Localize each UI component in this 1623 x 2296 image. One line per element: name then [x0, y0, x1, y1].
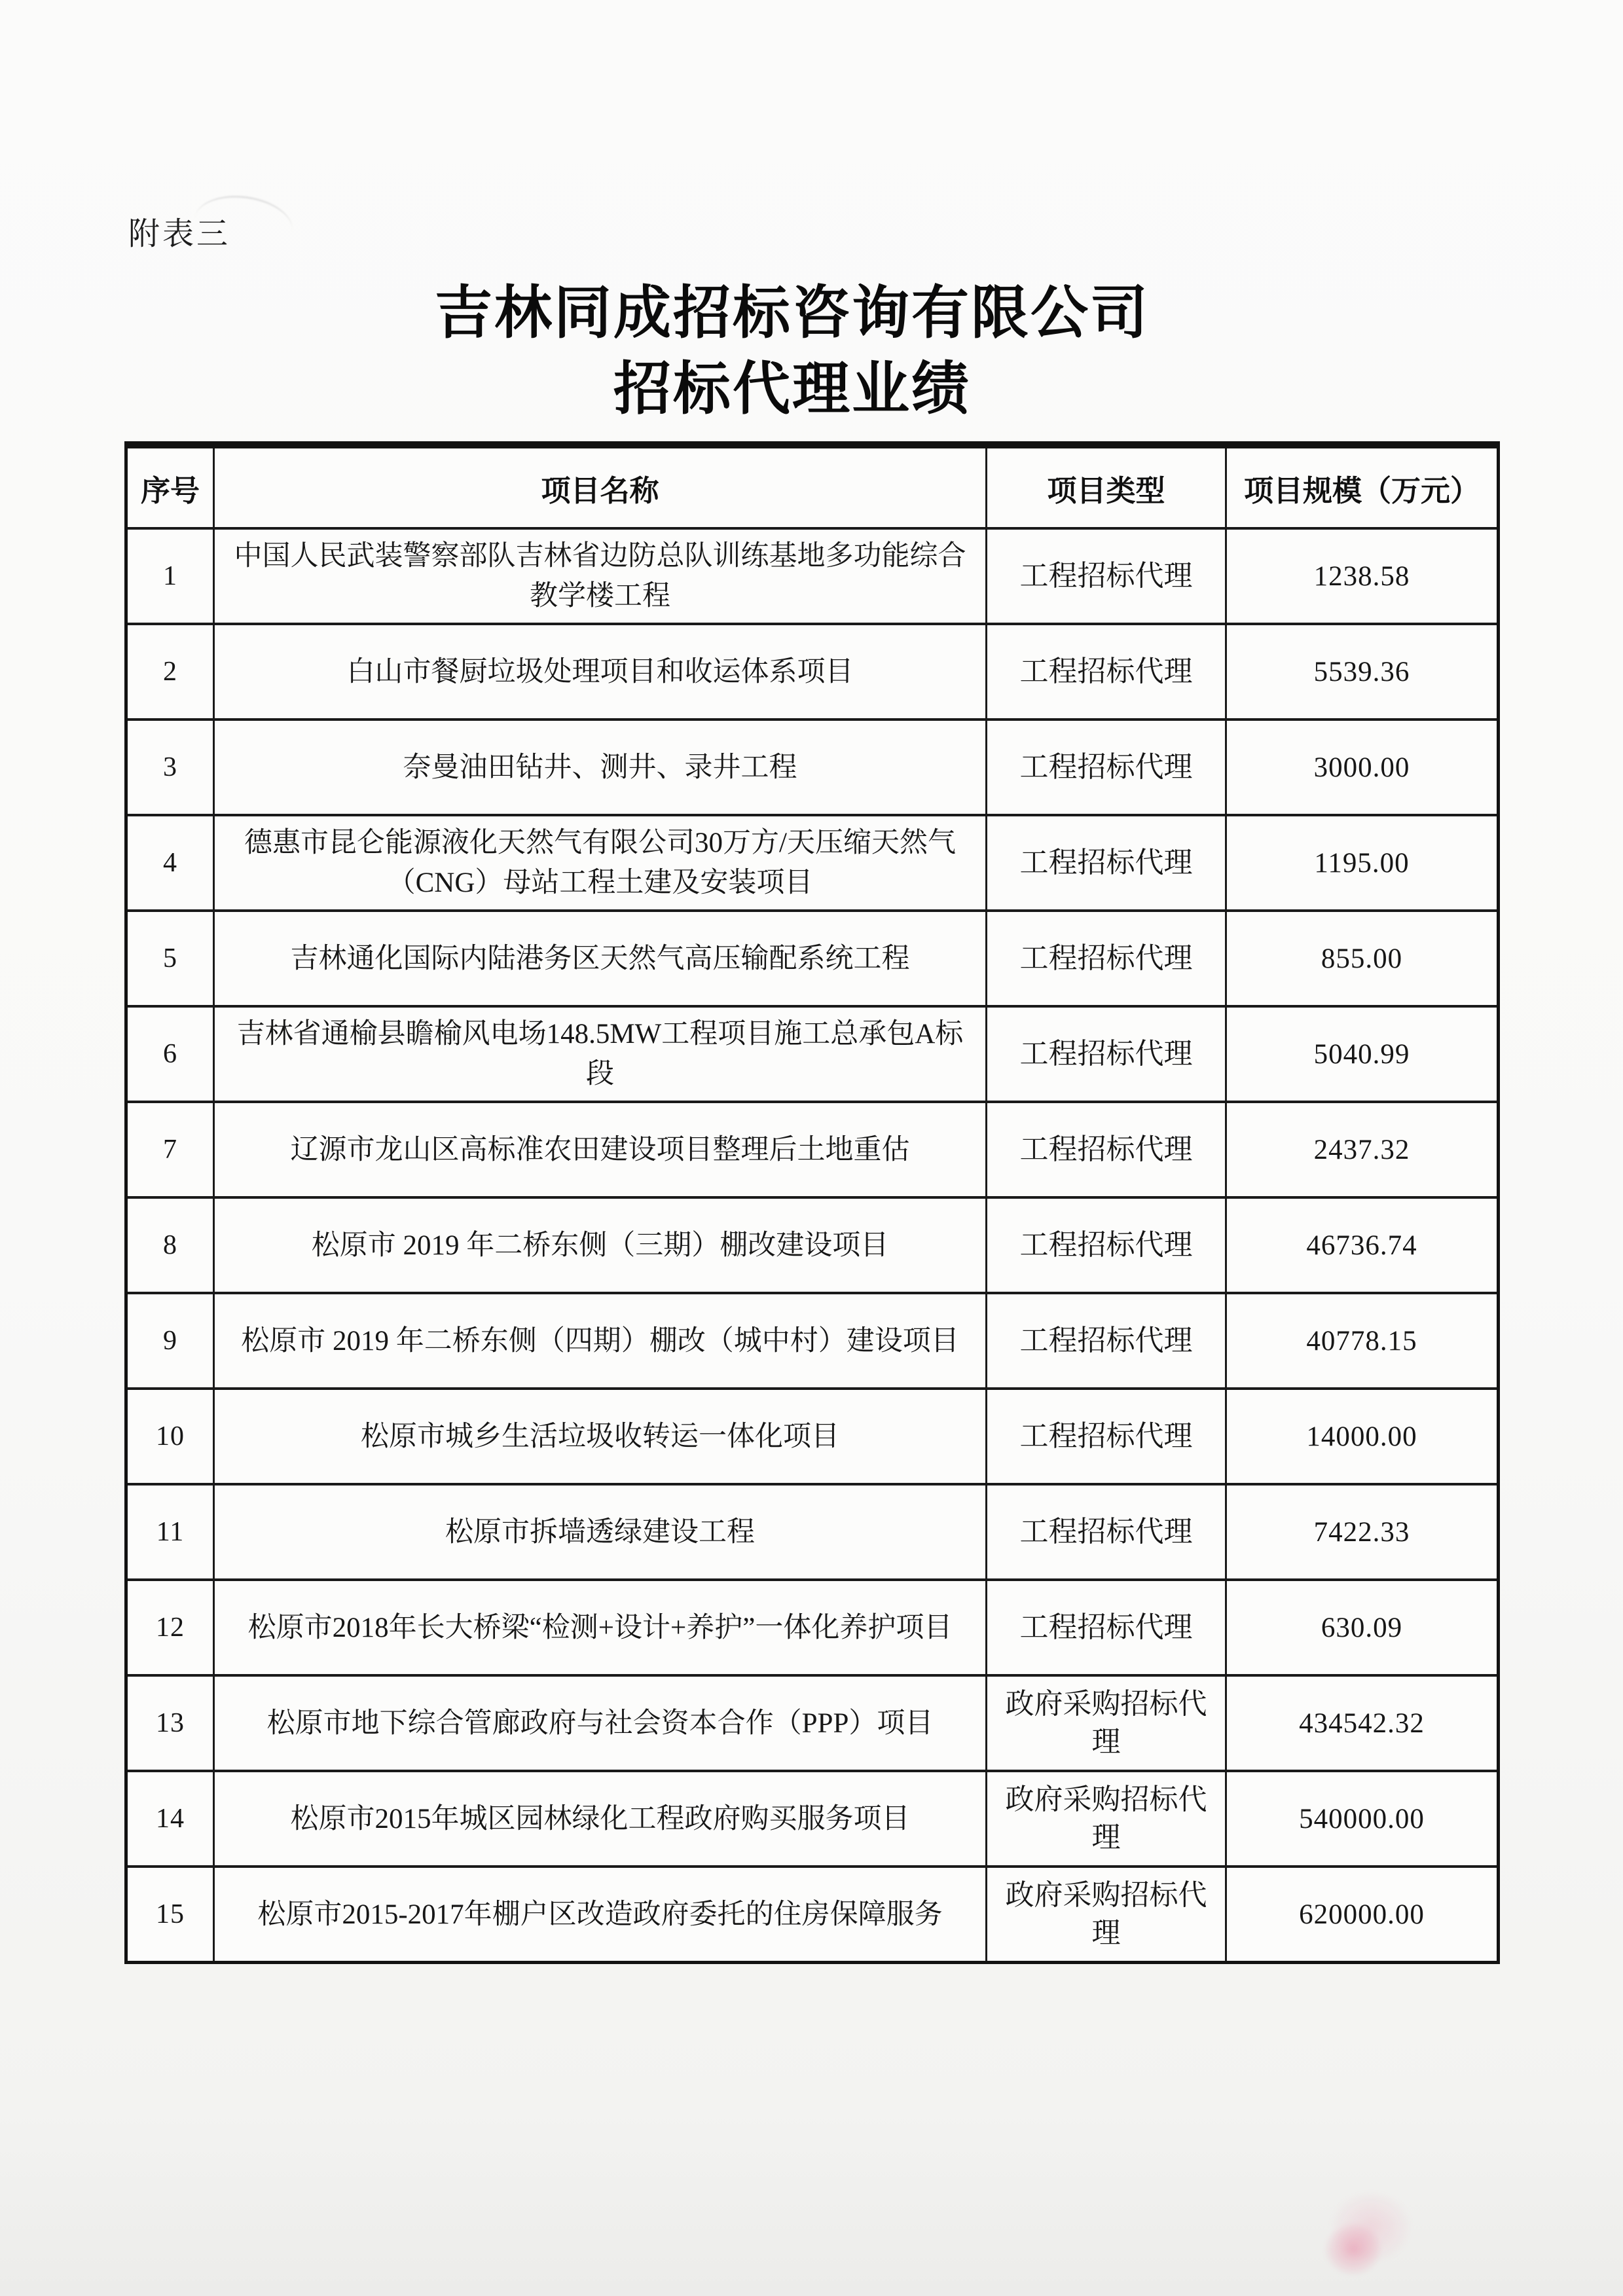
cell-serial: 3: [126, 720, 214, 815]
cell-project-scale: 630.09: [1226, 1580, 1499, 1675]
cell-project-name: 松原市 2019 年二桥东侧（三期）棚改建设项目: [214, 1197, 987, 1293]
table-row: [126, 1867, 1499, 1963]
table-row: [126, 1006, 1499, 1102]
cell-project-scale: 3000.00: [1226, 720, 1499, 815]
table-row: [126, 1102, 1499, 1197]
cell-project-scale: 855.00: [1226, 911, 1499, 1006]
cell-serial: 11: [126, 1484, 214, 1580]
table-row: [126, 911, 1499, 1006]
col-header-serial: 序号: [126, 445, 214, 529]
cell-project-type: 政府采购招标代理: [987, 1867, 1226, 1963]
table-row: [126, 624, 1499, 720]
cell-project-scale: 46736.74: [1226, 1197, 1499, 1293]
cell-project-scale: 7422.33: [1226, 1484, 1499, 1580]
cell-project-type: 工程招标代理: [987, 1484, 1226, 1580]
cell-project-name: 辽源市龙山区高标准农田建设项目整理后土地重估: [214, 1102, 987, 1197]
cell-project-name: 松原市2015年城区园林绿化工程政府购买服务项目: [214, 1771, 987, 1867]
cell-serial: 1: [126, 528, 214, 624]
title-subject: 招标代理业绩: [613, 356, 971, 421]
cell-project-name: 松原市地下综合管廊政府与社会资本合作（PPP）项目: [214, 1675, 987, 1771]
pink-ink-smudge: [1306, 2177, 1424, 2288]
col-header-project-type: 项目类型: [987, 445, 1226, 529]
table-row: [126, 1389, 1499, 1484]
cell-project-name: 松原市拆墙透绿建设工程: [214, 1484, 987, 1580]
table-row: [126, 528, 1499, 624]
table-row: [126, 815, 1499, 911]
cell-project-type: 工程招标代理: [987, 815, 1226, 911]
cell-project-type: 工程招标代理: [987, 1580, 1226, 1675]
table-row: [126, 1293, 1499, 1389]
cell-project-type: 工程招标代理: [987, 624, 1226, 720]
cell-project-name: 白山市餐厨垃圾处理项目和收运体系项目: [214, 624, 987, 720]
cell-project-type: 工程招标代理: [987, 1006, 1226, 1102]
cell-serial: 5: [126, 911, 214, 1006]
col-header-project-scale: 项目规模（万元）: [1226, 445, 1499, 529]
cell-project-scale: 5539.36: [1226, 624, 1499, 720]
cell-project-scale: 5040.99: [1226, 1006, 1499, 1102]
document-title: [0, 275, 1584, 427]
cell-project-scale: 540000.00: [1226, 1771, 1499, 1867]
cell-project-scale: 620000.00: [1226, 1867, 1499, 1963]
table-row: [126, 1771, 1499, 1867]
cell-project-name: 松原市2018年长大桥梁“检测+设计+养护”一体化养护项目: [214, 1580, 987, 1675]
cell-project-name: 吉林省通榆县瞻榆风电场148.5MW工程项目施工总承包A标段: [214, 1006, 987, 1102]
cell-project-type: 工程招标代理: [987, 528, 1226, 624]
cell-serial: 10: [126, 1389, 214, 1484]
cell-serial: 14: [126, 1771, 214, 1867]
cell-project-type: 工程招标代理: [987, 1293, 1226, 1389]
cell-project-name: 吉林通化国际内陆港务区天然气高压输配系统工程: [214, 911, 987, 1006]
appendix-label: 附表三: [128, 217, 231, 251]
cell-project-scale: 40778.15: [1226, 1293, 1499, 1389]
cell-project-type: 工程招标代理: [987, 911, 1226, 1006]
cell-project-type: 政府采购招标代理: [987, 1771, 1226, 1867]
cell-project-name: 中国人民武装警察部队吉林省边防总队训练基地多功能综合教学楼工程: [214, 528, 987, 624]
cell-project-name: 松原市 2019 年二桥东侧（四期）棚改（城中村）建设项目: [214, 1293, 987, 1389]
cell-serial: 8: [126, 1197, 214, 1293]
table-row: [126, 1580, 1499, 1675]
cell-serial: 6: [126, 1006, 214, 1102]
performance-table: [124, 441, 1500, 1964]
cell-serial: 7: [126, 1102, 214, 1197]
cell-project-scale: 1238.58: [1226, 528, 1499, 624]
cell-project-scale: 14000.00: [1226, 1389, 1499, 1484]
table-row: [126, 1197, 1499, 1293]
table-row: [126, 720, 1499, 815]
cell-serial: 9: [126, 1293, 214, 1389]
cell-serial: 13: [126, 1675, 214, 1771]
cell-serial: 4: [126, 815, 214, 911]
cell-project-type: 工程招标代理: [987, 720, 1226, 815]
cell-serial: 15: [126, 1867, 214, 1963]
cell-project-type: 工程招标代理: [987, 1102, 1226, 1197]
table-row: [126, 1484, 1499, 1580]
cell-project-name: 松原市2015-2017年棚户区改造政府委托的住房保障服务: [214, 1867, 987, 1963]
cell-project-name: 德惠市昆仑能源液化天然气有限公司30万方/天压缩天然气（CNG）母站工程土建及安装项目: [214, 815, 987, 911]
col-header-project-name: 项目名称: [214, 445, 987, 529]
cell-project-scale: 434542.32: [1226, 1675, 1499, 1771]
cell-project-type: 工程招标代理: [987, 1197, 1226, 1293]
table-header-row: [126, 445, 1499, 529]
cell-project-type: 工程招标代理: [987, 1389, 1226, 1484]
cell-project-type: 政府采购招标代理: [987, 1675, 1226, 1771]
cell-project-scale: 2437.32: [1226, 1102, 1499, 1197]
table-row: [126, 1675, 1499, 1771]
cell-project-name: 松原市城乡生活垃圾收转运一体化项目: [214, 1389, 987, 1484]
cell-project-name: 奈曼油田钻井、测井、录井工程: [214, 720, 987, 815]
cell-serial: 2: [126, 624, 214, 720]
title-company-name: 吉林同成招标咨询有限公司: [434, 280, 1150, 345]
cell-serial: 12: [126, 1580, 214, 1675]
cell-project-scale: 1195.00: [1226, 815, 1499, 911]
